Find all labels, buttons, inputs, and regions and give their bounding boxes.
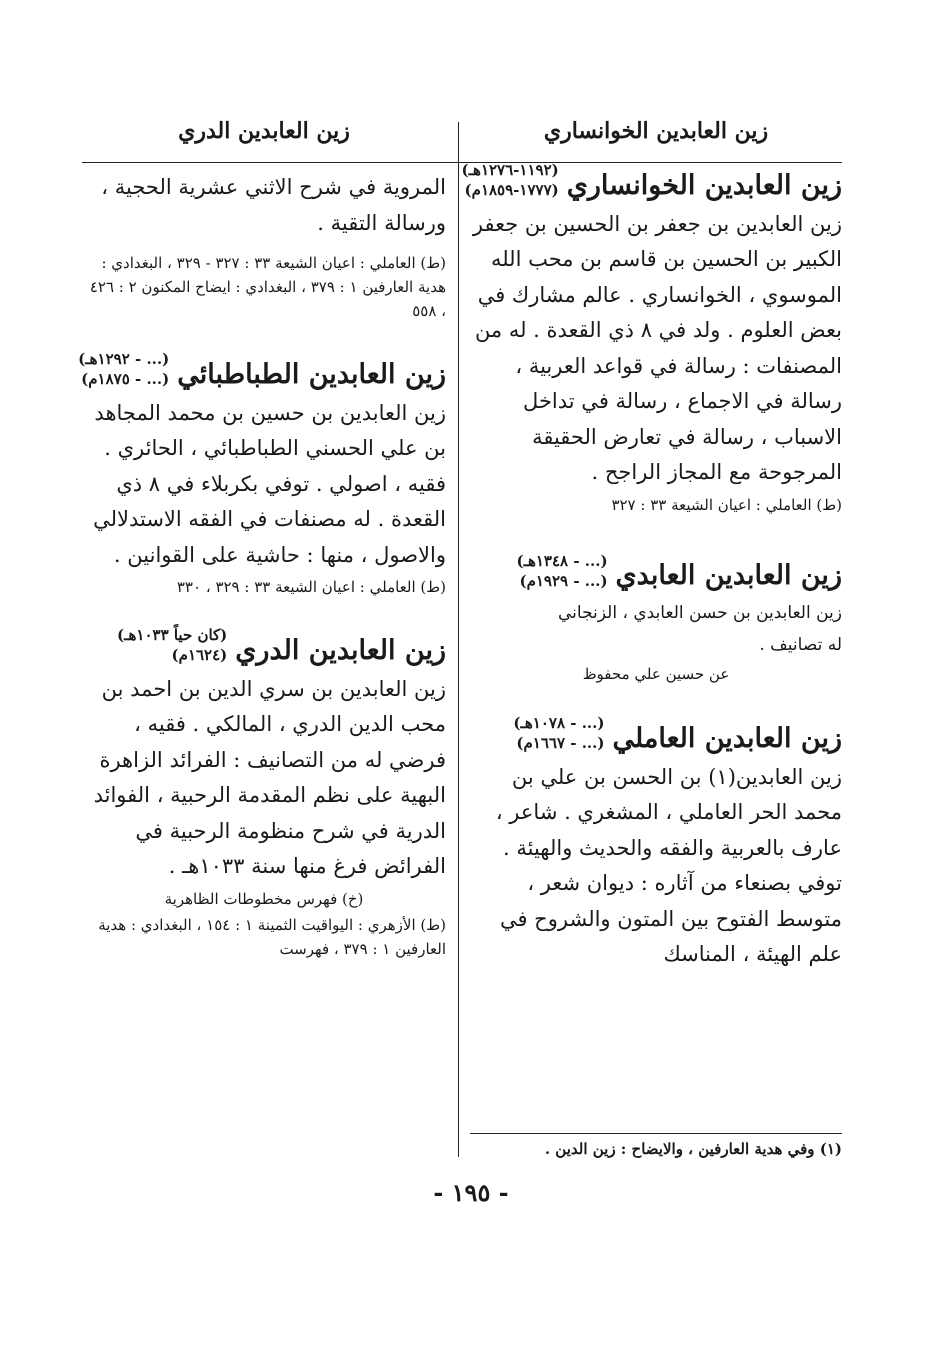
column-divider (458, 122, 459, 1157)
entry-body: زين العابدين بن سري الدين بن احمد بن محب الدين الدري ، المالكي . فقيه ، فرضي له من التصانيف : الفرائد الزاهرة البهية على نظم المقدمة الرحبية ، الفوائد الدرية في شرح منظومة الرحبية في الفرائض فرغ منها سنة ١٠٣٣هـ . (93, 676, 446, 878)
entry-dates (516, 551, 607, 592)
entry-name: زين العابدين الطباطبائي (177, 358, 446, 390)
entry-body: زين العابدين بن جعفر بن الحسين بن جعفر الكبير بن الحسين بن قاسم بن محب الله الموسوي ، الخوانساري . عالم مشارك في بعض العلوم . ولد في ٨ ذي القعدة . له من المصنفات : رسالة في قواعد العربية ، رسالة في الاجماع ، رسالة في تداخل الاسباب ، رسالة في تعارض الحقيقة المرجوحة مع المجاز الراجح . (472, 211, 842, 484)
entry-dates (462, 160, 559, 201)
entry-body: له تصانيف . (759, 635, 842, 655)
entry-heading (82, 625, 446, 666)
page-number: - ١٩٥ - (433, 1178, 509, 1207)
dates-gregorian: (١٧٧٧-١٨٥٩م) (464, 181, 559, 200)
continuation-text: المروية في شرح الاثني عشرية الحجية ، ورسالة التقية . (101, 175, 446, 235)
dates-gregorian: (... - ١٩٢٩م) (519, 571, 608, 590)
entry-dates (78, 349, 169, 390)
dates-hijri: (١١٩٢-١٢٧٦هـ) (461, 161, 559, 179)
dates-gregorian: (... - ١٦٦٧م) (516, 734, 605, 753)
entry-body: زين العابدين(١) بن الحسن بن علي بن محمد الحر العاملي ، المشغري . شاعر ، عارف بالعربية والفقه والحديث والهيئة . توفي بصنعاء من آثاره : ديوان شعر ، متوسط الفتوح بين المتون والشروح في علم الهيئة ، المناسك (495, 764, 842, 966)
dates-hijri: (... - ١٢٩٢هـ) (78, 350, 170, 368)
entry-dates (513, 713, 604, 754)
continuation-source: (ط) العاملي : اعيان الشيعة ٣٣ : ٣٢٧ - ٣٢٩ ، البغدادي : هدية العارفين ١ : ٣٧٩ ، البغدادي : ايضاح المكنون ٢ : ٤٢٦ ، ٥٥٨ (89, 254, 446, 320)
dates-hijri: (... - ١٠٧٨هـ) (513, 714, 605, 732)
dates-hijri: (... - ١٣٤٨هـ) (516, 551, 608, 570)
contributor-signature: عن حسين علي محفوظ (582, 665, 730, 683)
entry-dates (117, 625, 227, 666)
running-header-left: زين العابدين الدري (178, 118, 350, 144)
entry-source: (خ) فهرس مخطوطات الظاهرية (164, 889, 364, 908)
entry-body: زين العابدين بن حسين بن محمد المجاهد بن علي الحسني الطباطبائي ، الحائري . فقيه ، اصولي . توفي بكربلاء في ٨ ذي القعدة . له مصنفات في الفقه الاستدلالي والاصول ، منها : حاشية على القوانين . (93, 400, 446, 567)
entry-name: زين العابدين الدري (235, 634, 446, 666)
right-column (461, 150, 842, 973)
entry-source: (ط) العاملي : اعيان الشيعة ٣٣ : ٣٢٩ ، ٣٣٠ (176, 578, 446, 596)
entry-heading (470, 713, 842, 754)
entry-name: زين العابدين العابدي (615, 560, 842, 592)
running-header-right: زين العابدين الخوانساري (543, 118, 769, 144)
left-column (78, 150, 446, 961)
entry-source: (ط) العاملي : اعيان الشيعة ٣٣ : ٣٢٧ (611, 495, 842, 514)
entry-heading (78, 349, 446, 390)
dates-hijri: (كان حياً ١٠٣٣هـ) (117, 626, 228, 644)
entry-body: زين العابدين بن حسن العابدي ، الزنجاني (557, 603, 842, 623)
entry-heading (461, 160, 842, 201)
dates-gregorian: (١٦٢٤م) (171, 646, 228, 665)
entry-name: زين العابدين الخوانساري (566, 169, 842, 201)
footnote: (١) وفي هدية العارفين ، والايضاح : زين الدين . (544, 1140, 842, 1158)
entry-heading (470, 551, 842, 592)
entry-source: (ط) الأزهري : اليواقيت الثمينة ١ : ١٥٤ ، البغدادي : هدية العارفين ١ : ٣٧٩ ، فهرست (98, 915, 446, 958)
entry-name: زين العابدين العاملي (612, 722, 842, 754)
footnote-rule (470, 1133, 842, 1134)
dates-gregorian: (... - ١٨٧٥م) (81, 370, 170, 389)
